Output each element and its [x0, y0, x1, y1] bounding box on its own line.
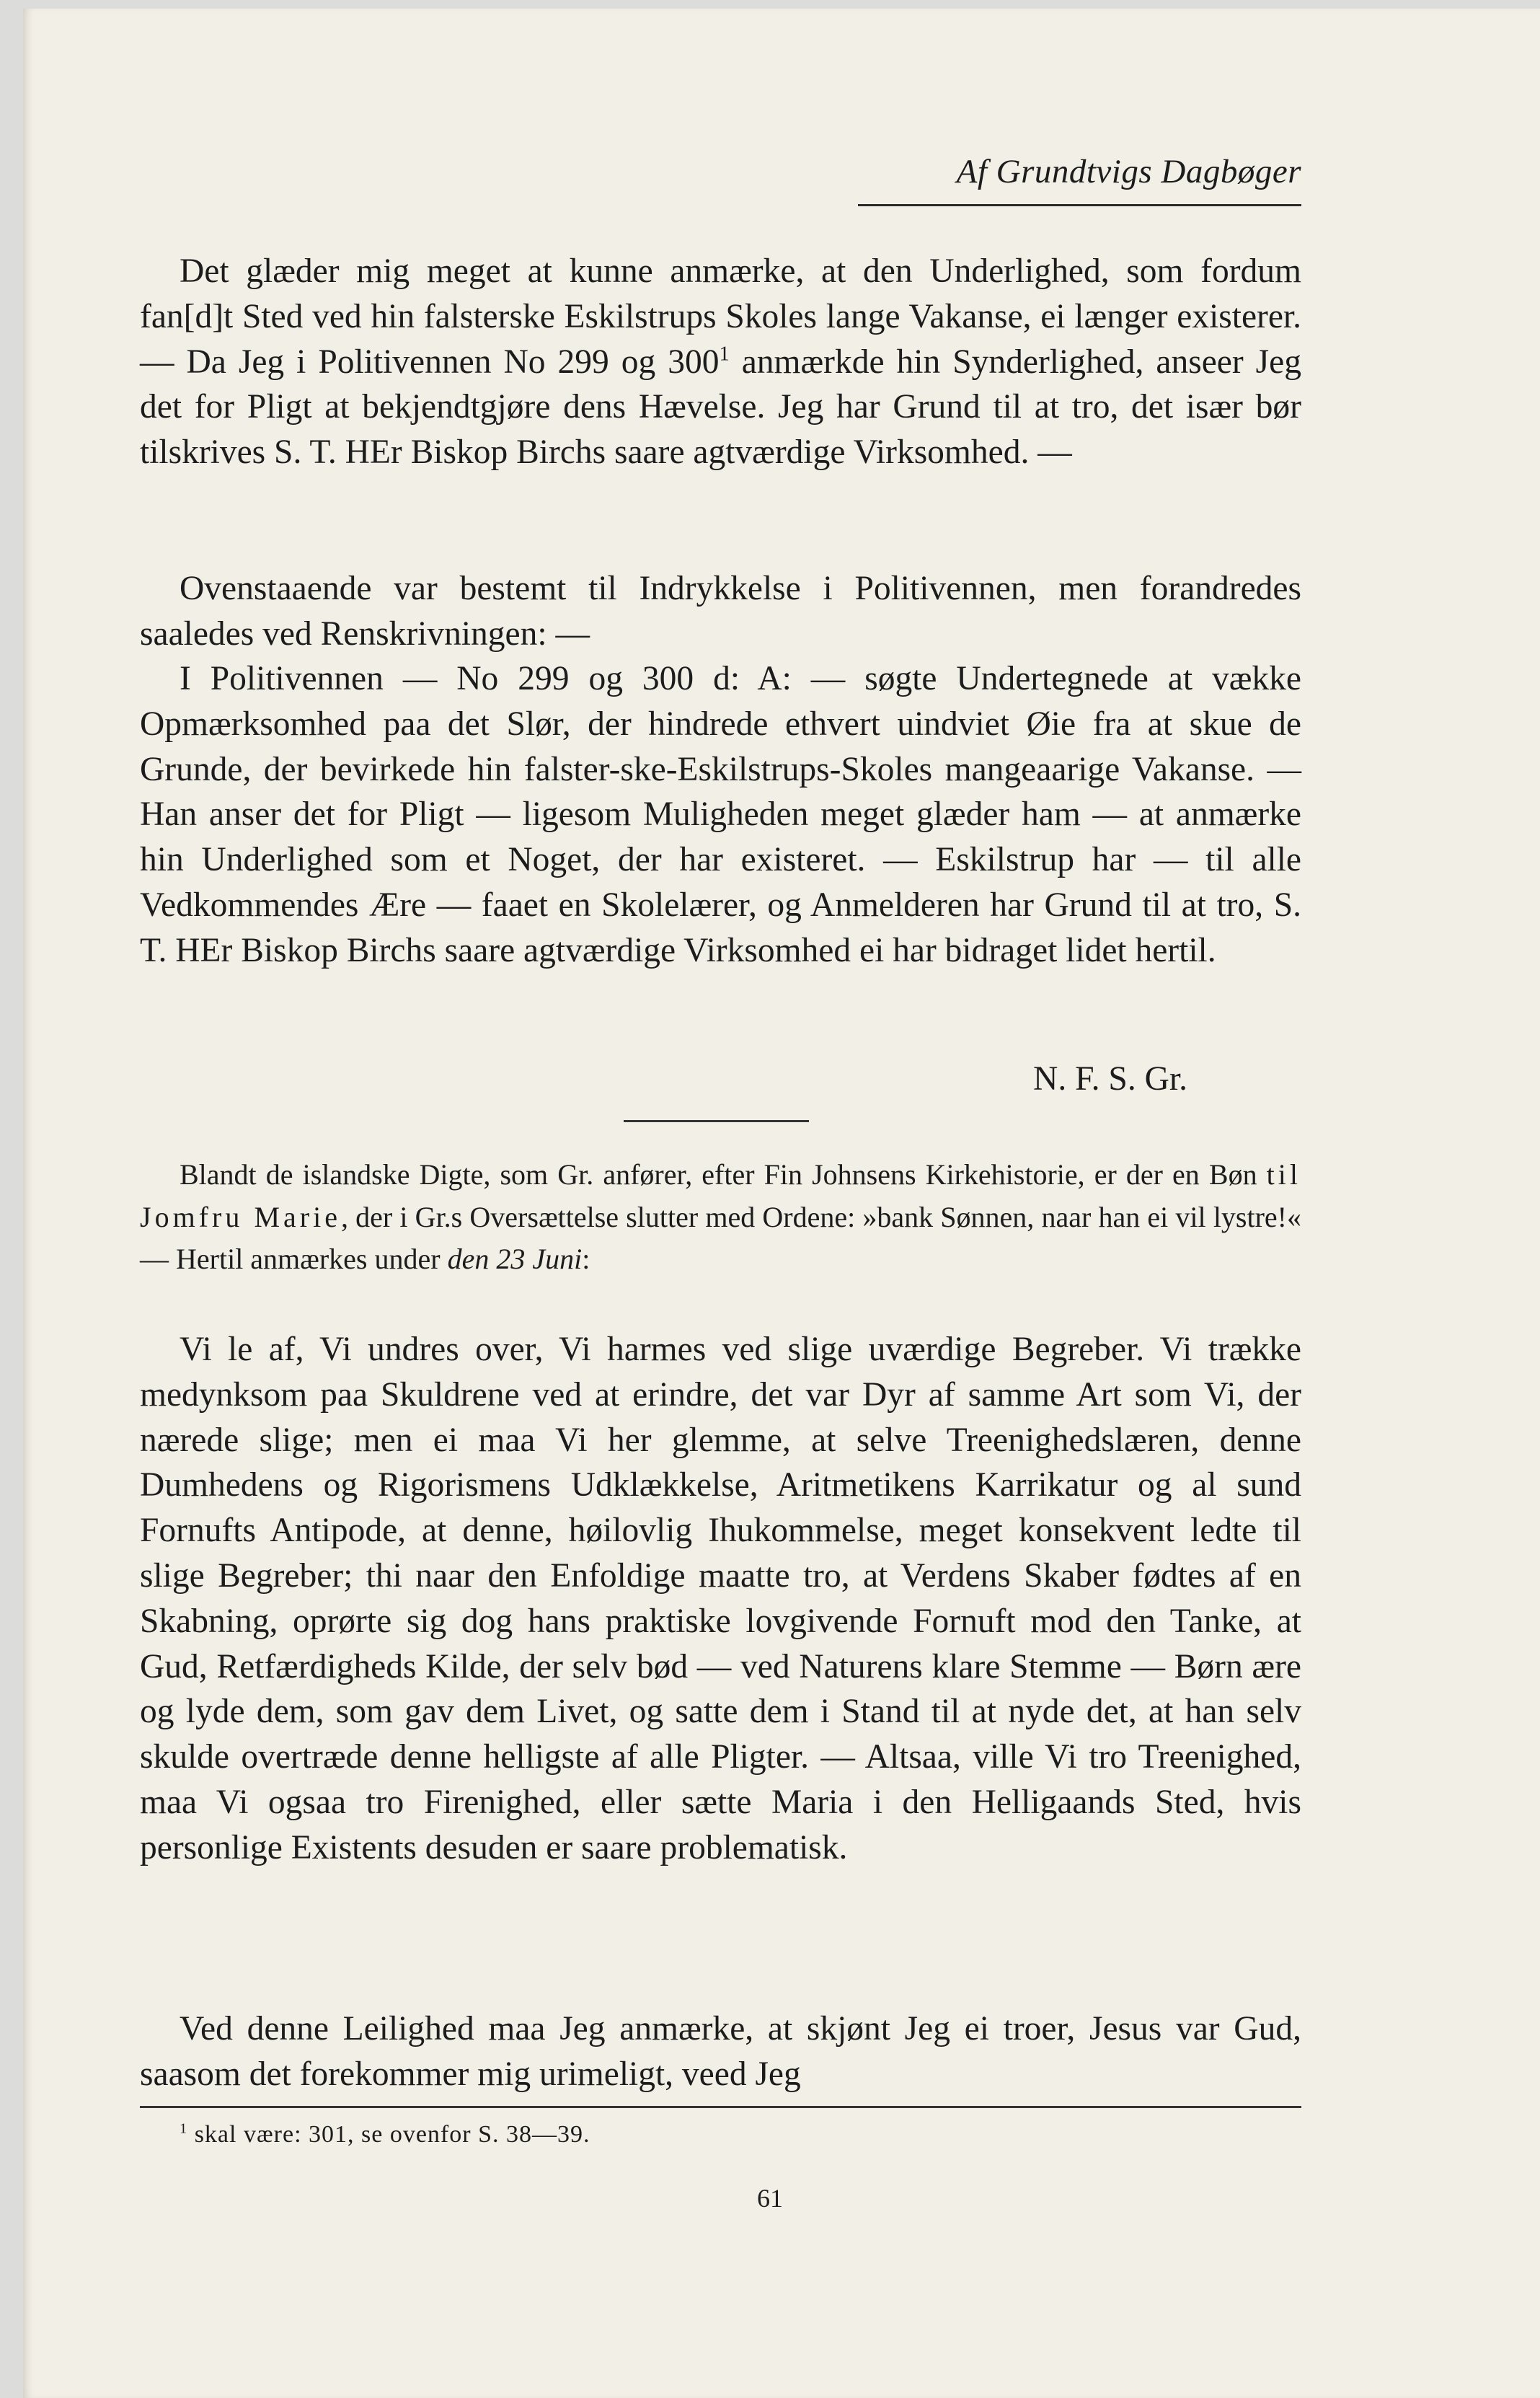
paragraph-revision-note: Ovenstaaende var bestemt til Indrykkelse i Politivennen, men forandredes saaledes ved Renskrivningen: —: [140, 570, 1301, 653]
commentary-text: Blandt de islandske Digte, som Gr. anfører, efter Fin Johnsens Kirkehistorie, er der en Bøn: [180, 1158, 1267, 1191]
paragraph-text: Det glæder mig meget at kunne anmærke, at den Underlighed, som fordum fan[d]t Sted ved hin falsterske Eskilstrups Skoles lange Vakanse, ei længer existerer. — Da Jeg i Politivennen No 299 og 300: [140, 252, 1301, 381]
paragraph-announcement: [140, 249, 1301, 475]
footnote-marker: 1: [180, 2120, 188, 2137]
commentary-text: , der i Gr.s Oversættelse slutter med Ordene: »bank Sønnen, naar han ei vil lystre!« — Hertil anmærkes under: [140, 1200, 1302, 1275]
commentary-spaced-title: til Jomfru Marie: [140, 1158, 1301, 1233]
footnote-rule: [140, 2106, 1301, 2108]
paragraph-trinity: Vi le af, Vi undres over, Vi harmes ved slige uværdige Begreber. Vi trække medynksom paa Skuldrene ved at erindre, det var Dyr af samme Art som Vi, der nærede slige; men ei maa Vi her glemme, at selve Treenighedslæren, denne Dumhedens og Rigorismens Udklækkelse, Aritmetikens Karrikatur og al sund Fornufts Antipode, at denne, høilovlig Ihukommelse, meget konsekvent ledte til slige Begreber; thi naar den Enfoldige maatte tro, at Verdens Skaber fødtes af en Skabning, oprørte sig dog hans praktiske lovgivende Fornuft mod den Tanke, at Gud, Retfærdigheds Kilde, der selv bød — ved Naturens klare Stemme — Børn ære og lyde dem, som gav dem Livet, og satte dem i Stand til at nyde det, at han selv skulde overtræde denne helligste af alle Pligter. — Altsaa, ville Vi tro Treenighed, maa Vi ogsaa tro Firenighed, eller sætte Maria i den Helligaands Sted, hvis personlige Existents desuden er saare problematisk.: [140, 1331, 1301, 1866]
commentary-date: den 23 Juni: [447, 1243, 583, 1275]
page-number: 61: [757, 2184, 783, 2213]
paragraph-jesus: Ved denne Leilighed maa Jeg anmærke, at skjønt Jeg ei troer, Jesus var Gud, saasom det forekommer mig urimeligt, veed Jeg: [140, 2010, 1301, 2093]
footnote-reference: 1: [719, 342, 730, 365]
footnote: [180, 2115, 1189, 2155]
paragraph-revised-announcement: I Politivennen — No 299 og 300 d: A: — søgte Undertegnede at vække Opmærksomhed paa det Slør, der hindrede ethvert uindviet Øie fra at skue de Grunde, der bevirkede hin falster-ske-Eskilstrups-Skoles mangeaarige Vakanse. — Han anser det for Pligt — ligesom Muligheden meget glæder ham — at anmærke hin Underlighed som et Noget, der har existeret. — Eskilstrup har — til alle Vedkommendes Ære — faaet en Skolelærer, og Anmelderen har Grund til at tro, S. T. HEr Biskop Birchs saare agtværdige Virksomhed ei har bidraget lidet hertil.: [140, 660, 1301, 969]
footnote-text: skal være: 301, se ovenfor S. 38—39.: [187, 2121, 590, 2148]
editorial-commentary: [140, 1154, 1301, 1281]
commentary-text: :: [582, 1243, 590, 1275]
header-rule: [858, 204, 1301, 206]
paragraph-text: anmærkde hin Synderlighed, anseer Jeg det for Pligt at bekjendtgjøre dens Hævelse. Jeg har Grund til at tro, det især bør tilskrives S. T. HEr Biskop Birchs saare agtværdige Virksomhed. —: [140, 343, 1301, 472]
section-rule: [624, 1120, 809, 1122]
signature: N. F. S. Gr.: [1033, 1060, 1187, 1098]
running-head: Af Grundtvigs Dagbøger: [956, 153, 1301, 190]
